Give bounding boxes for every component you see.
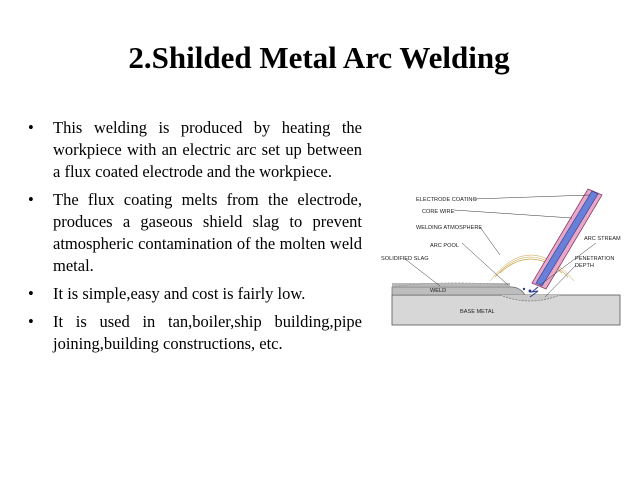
droplet — [523, 288, 525, 290]
bullet-icon: • — [28, 284, 34, 303]
bullet-item — [28, 117, 362, 183]
slide-title: 2.Shilded Metal Arc Welding — [128, 40, 510, 75]
label-core-wire: CORE WIRE — [422, 209, 455, 215]
label-base-metal: BASE METAL — [460, 309, 495, 315]
leader-line — [480, 227, 500, 255]
solidified-slag-layer — [392, 287, 525, 295]
droplet — [529, 290, 532, 293]
leader-line — [405, 259, 440, 286]
label-weld: WELD — [430, 288, 447, 294]
bullet-icon: • — [28, 118, 34, 137]
label-penetration: PENETRATION — [575, 256, 615, 262]
bullet-item — [28, 311, 362, 355]
slag-strip — [392, 283, 510, 287]
label-electrode-coating: ELECTRODE COATING — [416, 197, 477, 203]
label-welding-atmosphere: WELDING ATMOSPHERE — [416, 225, 483, 231]
leader-line — [473, 195, 590, 199]
leader-line — [462, 243, 508, 285]
bullet-icon: • — [28, 312, 34, 331]
bullet-text: It is used in tan,boiler,ship building,pipe joining,building constructions, etc. — [53, 312, 362, 353]
label-depth: DEPTH — [575, 263, 594, 269]
welding-diagram — [380, 185, 630, 330]
bullet-text: The flux coating melts from the electrode, produces a gaseous shield slag to prevent atmospheric contamination of the molten weld metal. — [53, 190, 362, 275]
bullet-list — [28, 117, 362, 361]
bullet-text: It is simple,easy and cost is fairly low. — [53, 284, 306, 303]
label-solidified-slag: SOLIDIFIED SLAG — [381, 256, 429, 262]
base-metal-block — [392, 295, 620, 325]
bullet-item — [28, 283, 362, 305]
label-arc-pool: ARC POOL — [430, 243, 459, 249]
bullet-item — [28, 189, 362, 277]
bullet-text: This welding is produced by heating the workpiece with an electric arc set up between a flux coated electrode and the workpiece. — [53, 118, 362, 181]
bullet-icon: • — [28, 190, 34, 209]
leader-line — [454, 210, 572, 218]
label-arc-stream: ARC STREAM — [584, 236, 621, 242]
